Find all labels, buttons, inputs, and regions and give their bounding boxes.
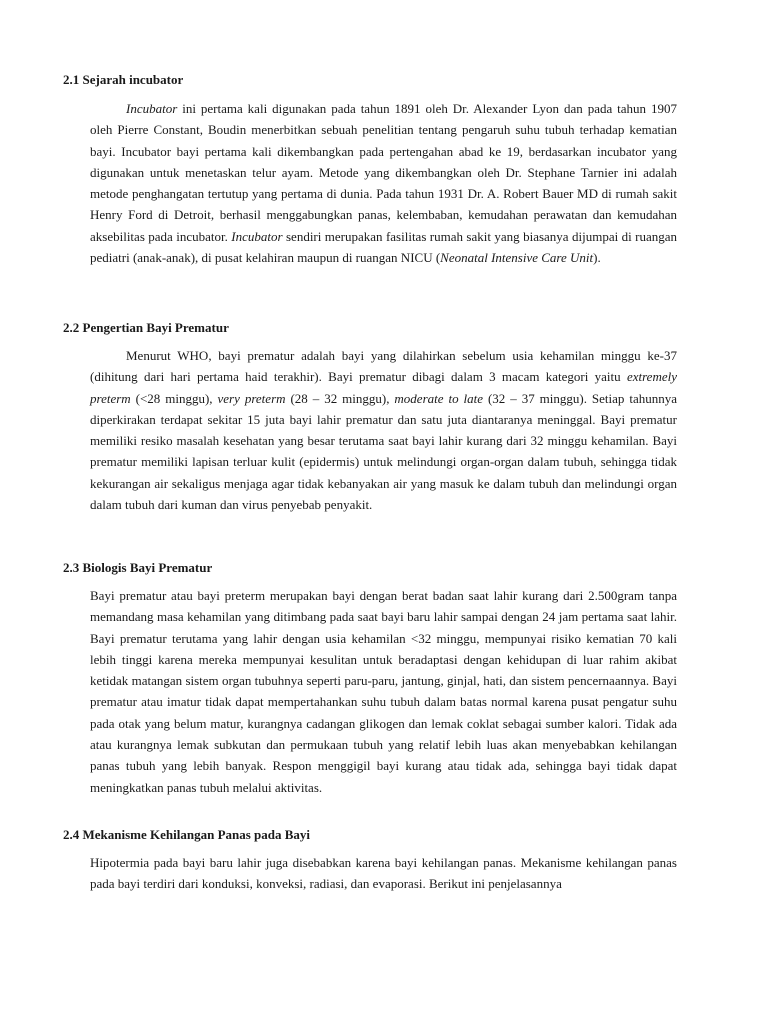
section-heading-2-1: 2.1 Sejarah incubator	[63, 72, 184, 87]
section-paragraph-2-2	[90, 345, 677, 515]
paragraph-text: ini pertama kali digunakan pada tahun 1891 oleh Dr. Alexander Lyon dan pada tahun 1907 oleh Pierre Constant, Boudin menerbitkan sebuah penelitian tentang pengaruh suhu tubuh terhadap kematian bayi. Incubator bayi pertama kali dikembangkan pada pertengahan abad ke 19, berdasarkan incubator yang digunakan untuk menetaskan telur ayam. Metode yang dikembangkan oleh Dr. Stephane Tarnier ini adalah metode penghangatan tertutup yang pertama di dunia. Pada tahun 1931 Dr. A. Robert Bauer MD di rumah sakit Henry Ford di Detroit, berhasil menggabungkan panas, kelembaban, kemudahan perawatan dan kemudahan aksebilitas pada incubator.	[90, 101, 677, 244]
section-heading-2-4: 2.4 Mekanisme Kehilangan Panas pada Bayi	[63, 827, 311, 842]
section-paragraph-2-4	[90, 852, 677, 895]
paragraph-text: (<28 minggu),	[130, 390, 218, 406]
paragraph-text: sendiri merupakan fasilitas rumah sakit yang biasanya dijumpai di ruangan pediatri (anak-anak), di pusat kelahiran maupun di ruangan NICU (	[90, 228, 678, 266]
section-heading-2-3: 2.3 Biologis Bayi Prematur	[63, 560, 213, 575]
italic-term: Neonatal Intensive Care Unit	[440, 250, 594, 266]
section-paragraph-2-1	[90, 98, 677, 268]
italic-term: Incubator	[126, 101, 178, 116]
paragraph-text: Bayi prematur atau bayi preterm merupakan bayi dengan berat badan saat lahir kurang dari 2.500gram tanpa memandang masa kehamilan yang ditimbang pada saat bayi baru lahir sampai dengan 24 jam pertama saat lahir. Bayi prematur terutama yang lahir dengan usia kehamilan <32 minggu, mempunyai risiko kematian 70 kali lebih tinggi karena mereka mempunyai kesulitan untuk beradaptasi dengan kehidupan di luar rahim akibat ketidak matangan sistem organ tubuhnya seperti paru-paru, jantung, ginjal, hati, dan sistem pencernaannya. Bayi prematur atau imatur tidak dapat mempertahankan suhu tubuh dalam batas normal karena pusat pengatur suhu pada otak yang belum matur, kurangnya cadangan glikogen dan lemak coklat sebagai sumber kalori. Tidak ada atau kurangnya lemak subkutan dan permukaan tubuh yang relatif lebih luas akan menyebabkan kehilangan panas tubuh yang lebih banyak. Respon menggigil bayi kurang atau tidak ada, sehingga bayi tidak dapat meningkatkan panas tubuh melalui aktivitas.	[90, 588, 677, 795]
italic-term: moderate to late	[394, 390, 484, 406]
paragraph-text: (32 – 37 minggu). Setiap tahunnya diperkirakan terdapat sekitar 15 juta bayi lahir prematur dan satu juta diantaranya meninggal. Bayi prematur memiliki resiko masalah kesehatan yang besar terutama saat bayi lahir kurang dari 32 minggu kehamilan. Bayi prematur memiliki lapisan terluar kulit (epidermis) untuk melindungi organ-organ dalam tubuh, sehingga tidak kekurangan air sekaligus menjaga agar tidak kebanyakan air yang masuk ke dalam tubuh dan melindungi organ dalam tubuh dari kuman dan virus penyebab penyakit.	[90, 390, 677, 513]
italic-term: extremely preterm	[90, 369, 677, 406]
paragraph-text: Hipotermia pada bayi baru lahir juga disebabkan karena bayi kehilangan panas. Mekanisme kehilangan panas pada bayi terdiri dari konduksi, konveksi, radiasi, dan evaporasi. Berikut ini penjelasannya	[90, 855, 677, 892]
section-heading-2-2: 2.2 Pengertian Bayi Prematur	[63, 320, 229, 335]
paragraph-text: (28 – 32 minggu),	[285, 390, 395, 406]
paragraph-text: ).	[593, 250, 601, 266]
paragraph-text: Menurut WHO, bayi prematur adalah bayi yang dilahirkan sebelum usia kehamilan minggu ke-37 (dihitung dari hari pertama haid terakhir). Bayi prematur dibagi dalam 3 macam kategori yaitu	[90, 348, 677, 385]
section-paragraph-2-3	[90, 585, 677, 798]
italic-term: very preterm	[217, 390, 286, 406]
italic-term: Incubator	[231, 228, 283, 244]
